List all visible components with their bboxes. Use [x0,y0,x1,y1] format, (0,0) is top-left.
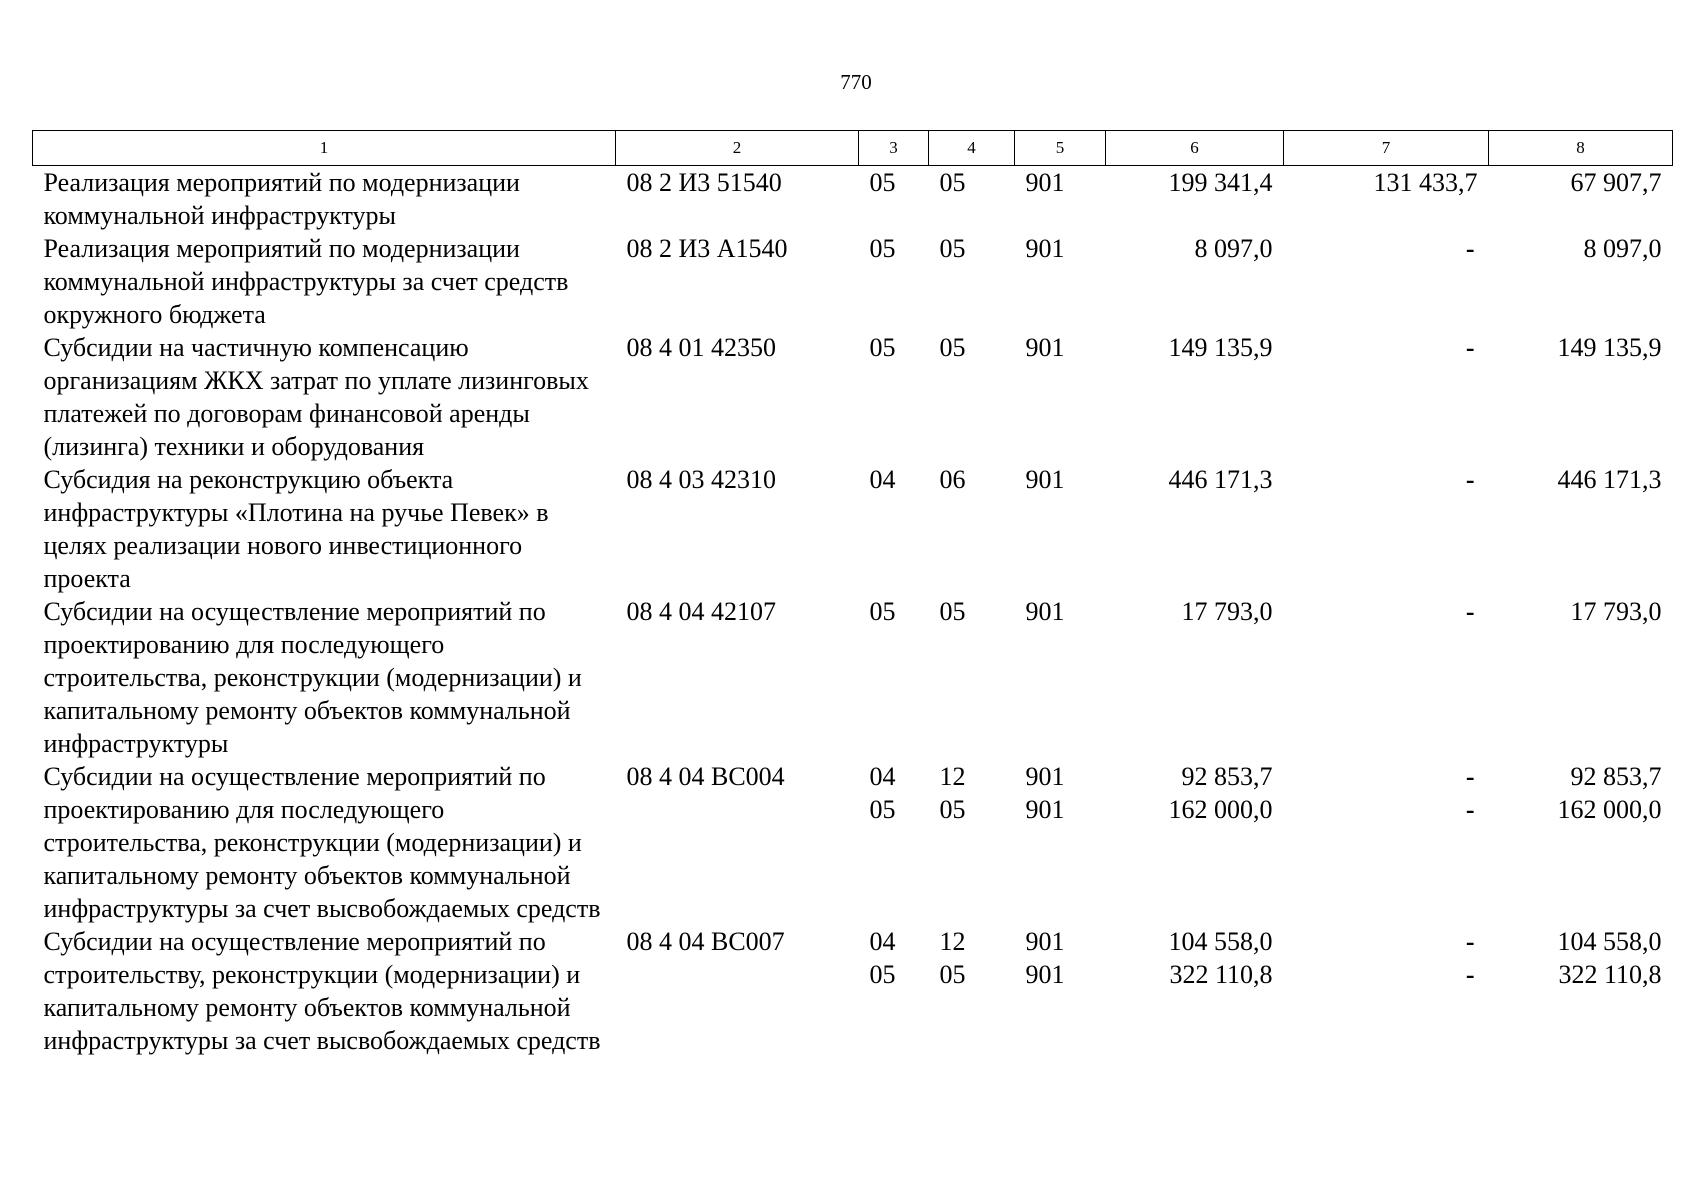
cell-c8 [1489,760,1673,925]
cell-c5 [1015,760,1106,925]
row-name: Субсидии на частичную компенсацию организациям ЖКХ затрат по уплате лизинговых платежей по договорам финансовой аренды (лизинга) техники и оборудования [43,333,589,461]
table-row [33,925,1673,1057]
cell-c3 [859,925,929,1057]
cell-c4 [929,925,1015,1057]
row-name: Реализация мероприятий по модернизации коммунальной инфраструктуры [43,168,520,230]
cell-value: 06 [939,465,966,494]
cell-value: 901 [1025,333,1065,362]
cell-c6 [1106,232,1284,331]
row-name: Субсидии на осуществление мероприятий по проектированию для последующего строительства, реконструкции (модернизации) и капитальному ремонту объектов коммунальной инфраструктуры за счет высвобождаемых средств [43,762,601,923]
cell-c6 [1106,595,1284,760]
cell-c5 [1015,331,1106,463]
cell-c3 [859,760,929,925]
cell-c8 [1489,925,1673,1057]
cell-value: 901 [1025,234,1065,263]
cell-value: 901 [1025,597,1065,626]
table-row [33,232,1673,331]
cell-c3 [859,331,929,463]
column-header: 4 [929,131,1015,166]
cell-value: 104 558,0 [1168,927,1273,956]
cell-value: 149 135,9 [1557,333,1662,362]
cell-c6 [1106,166,1284,233]
table-row [33,331,1673,463]
cell-c7 [1284,331,1489,463]
cell-value: 131 433,7 [1373,168,1478,197]
cell-value: - [1465,927,1475,956]
cell-c4 [929,463,1015,595]
column-header: 2 [616,131,859,166]
cell-value: 17 793,0 [1181,597,1273,626]
cell-c4 [929,760,1015,925]
row-code: 08 2 И3 А1540 [626,234,788,263]
page-number: 770 [840,70,872,94]
cell-c6 [1106,760,1284,925]
column-header: 1 [33,131,616,166]
cell-c8 [1489,595,1673,760]
table-row [33,463,1673,595]
cell-value: - [1465,795,1475,824]
row-name: Субсидии на осуществление мероприятий по проектированию для последующего строительства, реконструкции (модернизации) и капитальному ремонту объектов коммунальной инфраструктуры [43,597,582,758]
cell-value: 05 [869,234,896,263]
cell-value: 05 [869,168,896,197]
cell-c8 [1489,166,1673,233]
cell-c7 [1284,595,1489,760]
cell-c6 [1106,463,1284,595]
row-code: 08 4 03 42310 [626,465,776,494]
cell-value: 162 000,0 [1168,795,1273,824]
cell-c8 [1489,463,1673,595]
cell-c4 [929,232,1015,331]
cell-value: 05 [869,960,896,989]
cell-value: 322 110,8 [1558,960,1662,989]
row-code: 08 4 04 ВС004 [626,762,785,791]
cell-value: 05 [939,960,966,989]
cell-value: - [1465,762,1475,791]
column-header: 8 [1489,131,1673,166]
cell-c5 [1015,595,1106,760]
cell-value: 05 [939,234,966,263]
cell-value: 322 110,8 [1169,960,1273,989]
row-code: 08 4 01 42350 [626,333,776,362]
cell-value: 04 [869,927,896,956]
cell-c7 [1284,463,1489,595]
row-code: 08 2 И3 51540 [626,168,782,197]
cell-c3 [859,463,929,595]
cell-value: 8 097,0 [1194,234,1273,263]
cell-value: 05 [869,795,896,824]
column-header: 3 [859,131,929,166]
cell-c5 [1015,232,1106,331]
budget-table [32,130,1673,1057]
cell-value: 05 [869,597,896,626]
cell-value: - [1465,597,1475,626]
cell-value: 446 171,3 [1168,465,1273,494]
cell-value: 05 [939,168,966,197]
column-header: 5 [1015,131,1106,166]
cell-value: 8 097,0 [1583,234,1662,263]
cell-value: 901 [1025,927,1065,956]
cell-value: - [1465,234,1475,263]
cell-value: 104 558,0 [1557,927,1662,956]
cell-value: - [1465,333,1475,362]
cell-value: 92 853,7 [1181,762,1273,791]
cell-c7 [1284,925,1489,1057]
row-code: 08 4 04 ВС007 [626,927,785,956]
row-code: 08 4 04 42107 [626,597,776,626]
cell-value: 199 341,4 [1168,168,1273,197]
cell-value: 12 [939,762,966,791]
cell-value: 17 793,0 [1570,597,1662,626]
cell-c4 [929,166,1015,233]
cell-value: 04 [869,762,896,791]
header-row [33,131,1673,166]
cell-c5 [1015,166,1106,233]
cell-c5 [1015,463,1106,595]
cell-c3 [859,166,929,233]
cell-value: - [1465,960,1475,989]
cell-c7 [1284,760,1489,925]
cell-value: 901 [1025,795,1065,824]
cell-value: 92 853,7 [1570,762,1662,791]
cell-c3 [859,595,929,760]
cell-c8 [1489,232,1673,331]
table-row [33,595,1673,760]
cell-value: 162 000,0 [1557,795,1662,824]
cell-c4 [929,331,1015,463]
cell-value: 05 [939,597,966,626]
cell-c3 [859,232,929,331]
column-header: 7 [1284,131,1489,166]
cell-value: 446 171,3 [1557,465,1662,494]
row-name: Реализация мероприятий по модернизации коммунальной инфраструктуры за счет средств окружного бюджета [43,234,569,329]
table-row [33,760,1673,925]
cell-c8 [1489,331,1673,463]
cell-value: 901 [1025,168,1065,197]
cell-value: 05 [939,333,966,362]
cell-value: 67 907,7 [1570,168,1662,197]
table-row [33,166,1673,233]
cell-c5 [1015,925,1106,1057]
row-name: Субсидии на осуществление мероприятий по строительству, реконструкции (модернизации) и капитальному ремонту объектов коммунальной инфраструктуры за счет высвобождаемых средств [43,927,601,1055]
row-name: Субсидия на реконструкцию объекта инфраструктуры «Плотина на ручье Певек» в целях реализации нового инвестиционного проекта [43,465,549,593]
cell-c6 [1106,331,1284,463]
cell-value: 05 [869,333,896,362]
column-header: 6 [1106,131,1284,166]
table-header [33,131,1673,166]
cell-value: 901 [1025,762,1065,791]
cell-c6 [1106,925,1284,1057]
table-body [33,166,1673,1058]
cell-c7 [1284,166,1489,233]
cell-value: - [1465,465,1475,494]
cell-value: 05 [939,795,966,824]
cell-c4 [929,595,1015,760]
cell-value: 12 [939,927,966,956]
cell-value: 901 [1025,465,1065,494]
cell-value: 901 [1025,960,1065,989]
cell-value: 149 135,9 [1168,333,1273,362]
cell-c7 [1284,232,1489,331]
cell-value: 04 [869,465,896,494]
